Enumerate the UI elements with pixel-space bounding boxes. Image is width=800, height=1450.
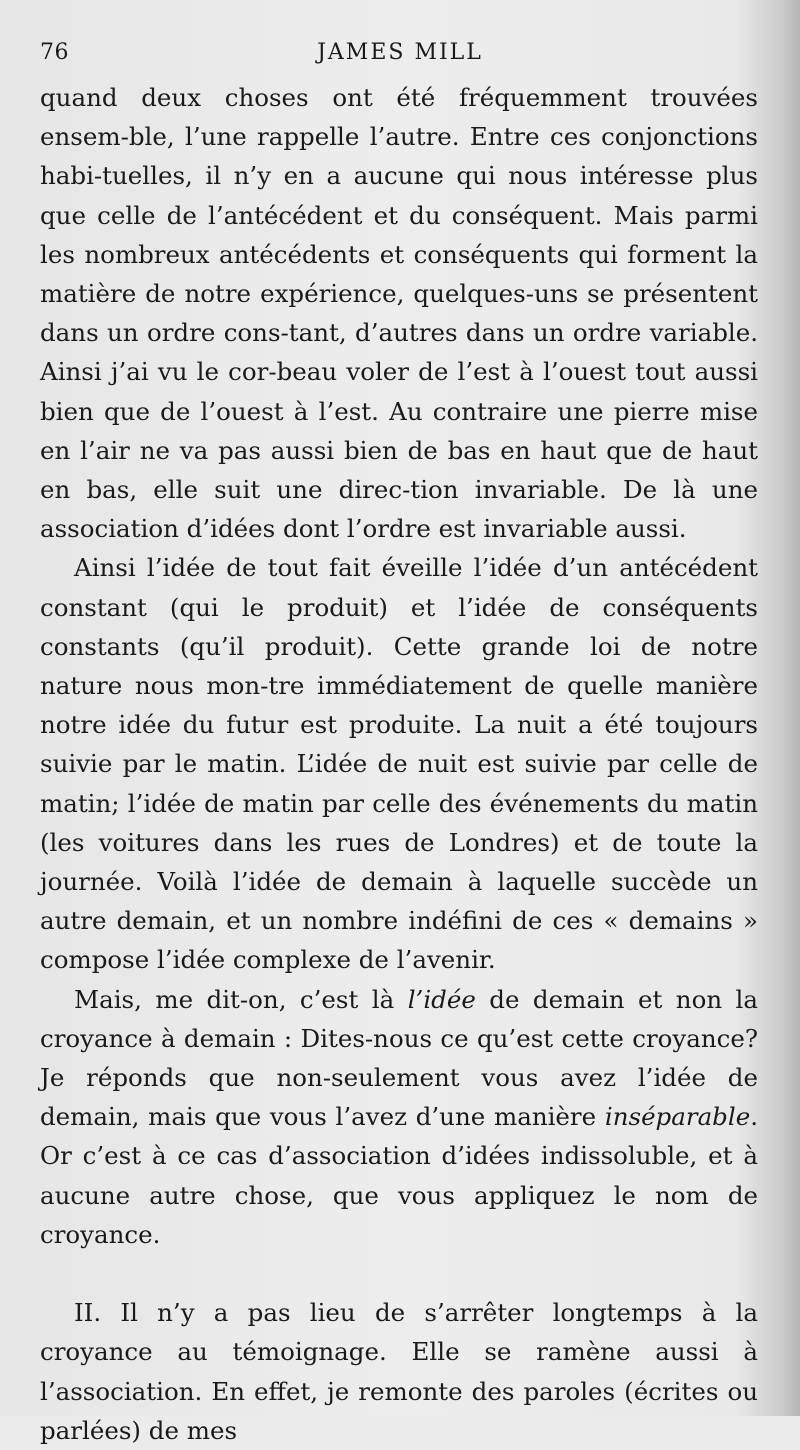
paragraph-4-section-ii: II. Il n’y a pas lieu de s’arrêter longtemps à la croyance au témoignage. Elle se ramène aussi à l’association. En effet, je remonte des paroles (écrites ou parlées) de mes bbox=[40, 1298, 758, 1445]
paragraph-3-text-before: Mais, me dit-on, c’est là bbox=[74, 984, 408, 1014]
paragraph-3 bbox=[40, 980, 758, 1254]
emphasis-idee: l’idée bbox=[407, 984, 476, 1014]
paragraph-3-text-after: . Or c’est à ce cas d’association d’idées indissoluble, et à aucune autre chose, que vous appliquez le nom de croyance. bbox=[40, 1102, 758, 1249]
running-title: JAMES MILL bbox=[317, 40, 483, 65]
paragraph-1: quand deux choses ont été fréquemment trouvées ensem-ble, l’une rappelle l’autre. Entre ces conjonctions habi-tuelles, il n’y en a aucune qui nous intéresse plus que celle de l’antécédent et du conséquent. Mais parmi les nombreux antécédents et conséquents qui forment la matière de notre expérience, quelques-uns se présentent dans un ordre cons-tant, d’autres dans un ordre variable. Ainsi j’ai vu le cor-beau voler de l’est à l’ouest tout aussi bien que de l’ouest à l’est. Au contraire une pierre mise en l’air ne va pas aussi bien de bas en haut que de haut en bas, elle suit une direc-tion invariable. De là une association d’idées dont l’ordre est invariable aussi. bbox=[40, 83, 758, 544]
emphasis-inseparable: inséparable bbox=[604, 1102, 751, 1132]
page-number: 76 bbox=[40, 40, 69, 65]
paragraph-3-text-middle: de demain et non la croyance à demain : Dites-nous ce qu’est cette croyance? Je réponds que non-seulement vous avez l’idée de demain, mais que vous l’avez d’une manière bbox=[40, 984, 759, 1132]
running-head bbox=[40, 40, 760, 80]
paragraph-2: Ainsi l’idée de tout fait éveille l’idée d’un antécédent constant (qui le produit) et l’idée de conséquents constants (qu’il produit). Cette grande loi de notre nature nous mon-tre immédiatement de quelle manière notre idée du futur est produite. La nuit a été toujours suivie par le matin. L’idée de nuit est suivie par celle de matin; l’idée de matin par celle des événements du matin (les voitures dans les rues de Londres) et de toute la journée. Voilà l’idée de demain à laquelle succède un autre demain, et un nombre indéfini de ces « demains » compose l’idée complexe de l’avenir. bbox=[40, 553, 758, 975]
text-body bbox=[40, 78, 758, 1450]
